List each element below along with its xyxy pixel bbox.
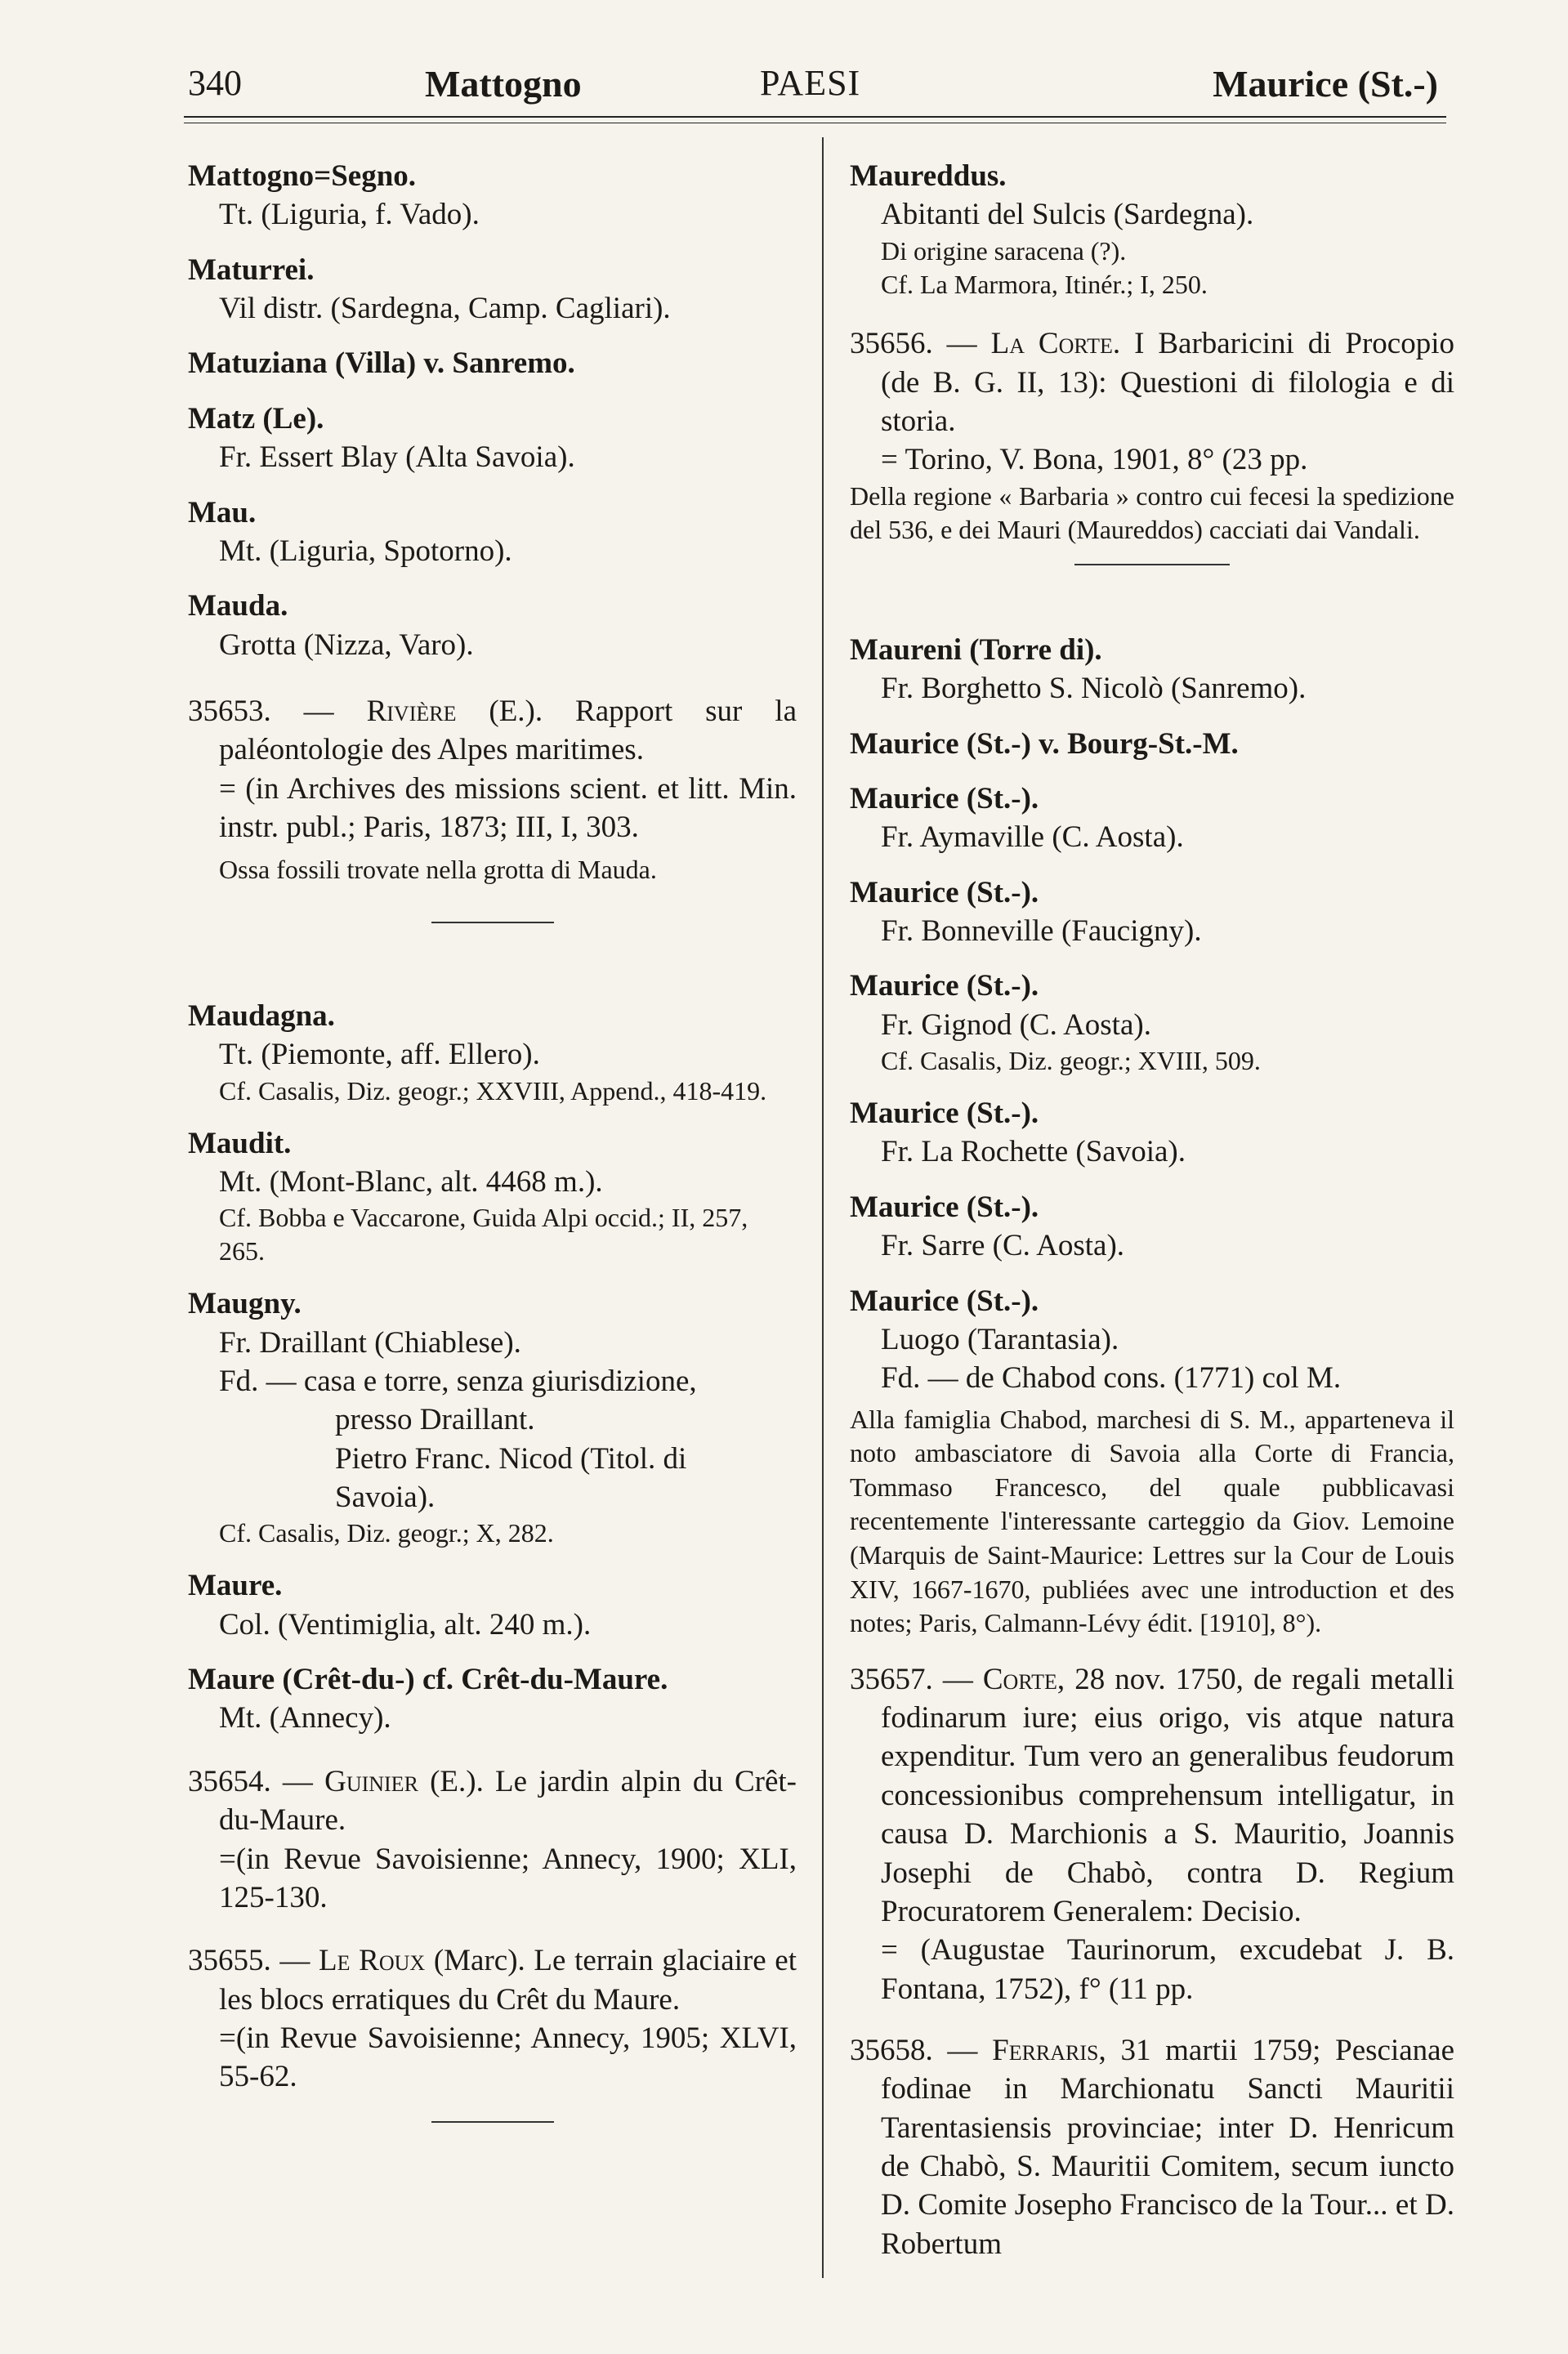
right-keyword: Maurice (St.-) xyxy=(1213,63,1438,105)
entry xyxy=(188,1284,797,1550)
entry xyxy=(188,494,797,571)
entry-head: Mauda. xyxy=(188,589,288,623)
entry-body: Vil distr. (Sardegna, Camp. Cagliari). xyxy=(219,292,671,326)
entry-detail: Pietro Franc. Nicod (Titol. di xyxy=(335,1441,687,1476)
left-column xyxy=(188,157,797,2123)
running-head xyxy=(188,62,1438,121)
entry-note: Della regione « Barbaria » contro cui fecesi la spedizione del 536, e dei Mauri (Maureddos) cacciati dai Vandali. xyxy=(850,480,1454,545)
left-keyword: Mattogno xyxy=(425,63,582,105)
entry xyxy=(188,1660,797,1738)
entry-note: Ossa fossili trovate nella grotta di Mauda. xyxy=(219,855,657,885)
entry-head: Maudagna. xyxy=(188,998,335,1033)
page-number: 340 xyxy=(188,63,242,103)
entry-number: 35654. — xyxy=(188,1764,325,1798)
entry-body: Luogo (Tarantasia). xyxy=(881,1322,1119,1356)
entry xyxy=(188,1124,797,1269)
entry-body: Col. (Ventimiglia, alt. 240 m.). xyxy=(219,1607,592,1642)
entry xyxy=(850,631,1454,708)
entry-detail: Fd. — de Chabod cons. (1771) col M. xyxy=(881,1361,1342,1396)
column-divider xyxy=(822,137,824,2278)
entry-source: = Torino, V. Bona, 1901, 8° (23 pp. xyxy=(881,443,1308,477)
entry xyxy=(850,1282,1454,1641)
bibliographic-entry xyxy=(850,1660,1454,2008)
entry-number: 35653. — xyxy=(188,694,367,728)
entry xyxy=(850,1094,1454,1172)
entry-head: Maureddus. xyxy=(850,159,1007,193)
bibliographic-entry xyxy=(188,1762,797,1917)
entry-title: (E.). Rapport sur la paléontologie des Alpes maritimes. xyxy=(219,694,797,767)
entry-body: Fr. Borghetto S. Nicolò (Sanremo). xyxy=(881,672,1307,706)
entry xyxy=(850,157,1454,302)
entry-head: Mattogno=Segno. xyxy=(188,159,417,193)
entry-title: , 28 nov. 1750, de regali metalli fodinarum iure; eius origo, vis atque natura expenditur. Tum vero an generalibus feudorum concessionibus comprehensum intelligatur, in causa D. Marchionis a S. Mauritio, Joannis Josephi de Chabò, contra D. Regium Procuratorem Generalem: Decisio. xyxy=(881,1662,1454,1928)
bibliographic-entry xyxy=(188,692,797,887)
entry xyxy=(188,1566,797,1644)
entry xyxy=(850,779,1454,857)
entry-body: Tt. (Liguria, f. Vado). xyxy=(219,198,480,232)
entry-body: Fr. Bonneville (Faucigny). xyxy=(881,914,1202,949)
entry-detail: Fd. — casa e torre, senza giurisdizione, xyxy=(219,1365,697,1398)
entry-body: Fr. La Rochette (Savoia). xyxy=(881,1135,1186,1169)
entry-head: Matuziana (Villa) v. Sanremo. xyxy=(188,346,575,381)
entry-reference: Cf. Casalis, Diz. geogr.; XXVIII, Append., 418-419. xyxy=(219,1075,767,1106)
bibliographic-entry xyxy=(850,2031,1454,2263)
entry-head: Maudit. xyxy=(188,1126,292,1160)
entry-head: Maugny. xyxy=(188,1287,302,1321)
entry-source: = (Augustae Taurinorum, excudebat J. B. Fontana, 1752), f° (11 pp. xyxy=(881,1933,1454,2006)
entry xyxy=(188,997,797,1108)
entry-head: Maurice (St.-). xyxy=(850,781,1039,815)
entry-body: Fr. Gignod (C. Aosta). xyxy=(881,1007,1151,1042)
entry-body: Tt. (Piemonte, aff. Ellero). xyxy=(219,1038,540,1072)
author: Rivière xyxy=(366,694,457,728)
entry-detail: presso Draillant. xyxy=(335,1403,535,1437)
entry-number: 35657. — xyxy=(850,1662,983,1696)
entry-reference: Cf. Bobba e Vaccarone, Guida Alpi occid.; II, 257, 265. xyxy=(219,1203,748,1266)
entry xyxy=(188,587,797,664)
entry-head: Maurice (St.-). xyxy=(850,1284,1039,1318)
entry-source: =(in Revue Savoisienne; Annecy, 1900; XLI, 125-130. xyxy=(219,1842,797,1914)
author: La Corte xyxy=(990,327,1113,361)
entry-head: Maurice (St.-). xyxy=(850,1190,1039,1224)
entry-body: Mt. (Liguria, Spotorno). xyxy=(219,534,512,568)
entry-head: Maurice (St.-). xyxy=(850,969,1039,1003)
entry-note: Alla famiglia Chabod, marchesi di S. M., apparteneva il noto ambasciatore di Savoia alla Corte di Francia, Tommaso Francesco, del quale pubblicavasi recentemente l'interessante carteggio da Giov. Lemoine (Marquis de Saint-Maurice: Lettres sur la Cour de Louis XIV, 1667-1670, publiées avec une introduction et des notes; Paris, Calmann-Lévy édit. [1910], 8°). xyxy=(850,1404,1454,1638)
author: Corte xyxy=(982,1662,1057,1696)
entry xyxy=(188,251,797,328)
separator xyxy=(1074,564,1230,565)
entry-reference: Cf. Casalis, Diz. geogr.; X, 282. xyxy=(219,1518,554,1548)
entry xyxy=(850,967,1454,1078)
author: Le Roux xyxy=(319,1944,426,1978)
entry-head: Mau. xyxy=(188,495,257,529)
bibliographic-entry xyxy=(188,1941,797,2096)
entry xyxy=(850,1188,1454,1266)
entry-head: Maurice (St.-) v. Bourg-St.-M. xyxy=(850,726,1239,761)
entry-note: Di origine saracena (?). xyxy=(881,235,1127,266)
entry xyxy=(188,344,797,382)
entry-source: = (in Archives des missions scient. et litt. Min. instr. publ.; Paris, 1873; III, I, 303. xyxy=(219,771,797,845)
separator xyxy=(431,2121,554,2123)
author: Ferraris xyxy=(992,2033,1099,2067)
entry-body: Grotta (Nizza, Varo). xyxy=(219,628,474,662)
entry-head: Maurice (St.-). xyxy=(850,1097,1039,1131)
entry xyxy=(850,725,1454,763)
entry-source: =(in Revue Savoisienne; Annecy, 1905; XLVI, 55-62. xyxy=(219,2021,797,2094)
entry-body: Mt. (Annecy). xyxy=(219,1701,391,1735)
entry-head: Maurice (St.-). xyxy=(850,875,1039,909)
entry-number: 35656. — xyxy=(850,327,991,361)
entry-head: Maure. xyxy=(188,1569,283,1603)
entry-head: Maureni (Torre di). xyxy=(850,632,1102,667)
entry xyxy=(188,400,797,477)
section-title: PAESI xyxy=(760,63,861,103)
entry-body: Fr. Aymaville (C. Aosta). xyxy=(881,820,1184,855)
entry-detail: Savoia). xyxy=(335,1481,436,1515)
entry-title: (E.). Le jardin alpin du Crêt-du-Maure. xyxy=(219,1764,797,1838)
entry-body: Fr. Draillant (Chiablese). xyxy=(219,1325,521,1360)
separator xyxy=(431,922,554,923)
entry-title: (Marc). Le terrain glaciaire et les blocs erratiques du Crêt du Maure. xyxy=(219,1944,797,2017)
entry-head: Maturrei. xyxy=(188,252,315,287)
entry-reference: Cf. La Marmora, Itinér.; I, 250. xyxy=(881,270,1208,300)
entry-body: Abitanti del Sulcis (Sardegna). xyxy=(881,198,1254,232)
entry xyxy=(188,157,797,235)
entry-number: 35655. — xyxy=(188,1944,319,1978)
entry-title: , 31 martii 1759; Pescianae fodinae in Marchionatu Sancti Mauritii Tarentasiensis provinciae; inter D. Henricum de Chabò, S. Mauritii Comitem, secum iuncto D. Comite Josepho Francisco de la Tour... et D. Robertum xyxy=(881,2033,1455,2261)
entry-body: Fr. Essert Blay (Alta Savoia). xyxy=(219,440,575,475)
right-column xyxy=(850,157,1454,2280)
entry-body: Mt. (Mont-Blanc, alt. 4468 m.). xyxy=(219,1165,603,1199)
author: Guinier xyxy=(324,1764,418,1798)
entry-reference: Cf. Casalis, Diz. geogr.; XVIII, 509. xyxy=(881,1046,1261,1076)
entry xyxy=(850,873,1454,951)
bibliographic-entry xyxy=(850,324,1454,547)
entry-body: Fr. Sarre (C. Aosta). xyxy=(881,1229,1125,1263)
entry-title: . I Barbaricini di Procopio (de B. G. II, 13): Questioni di filologia e di storia. xyxy=(881,327,1454,438)
entry-head: Maure (Crêt-du-) cf. Crêt-du-Maure. xyxy=(188,1663,668,1697)
entry-number: 35658. — xyxy=(850,2033,993,2067)
header-rule xyxy=(184,116,1446,118)
entry-head: Matz (Le). xyxy=(188,401,324,436)
